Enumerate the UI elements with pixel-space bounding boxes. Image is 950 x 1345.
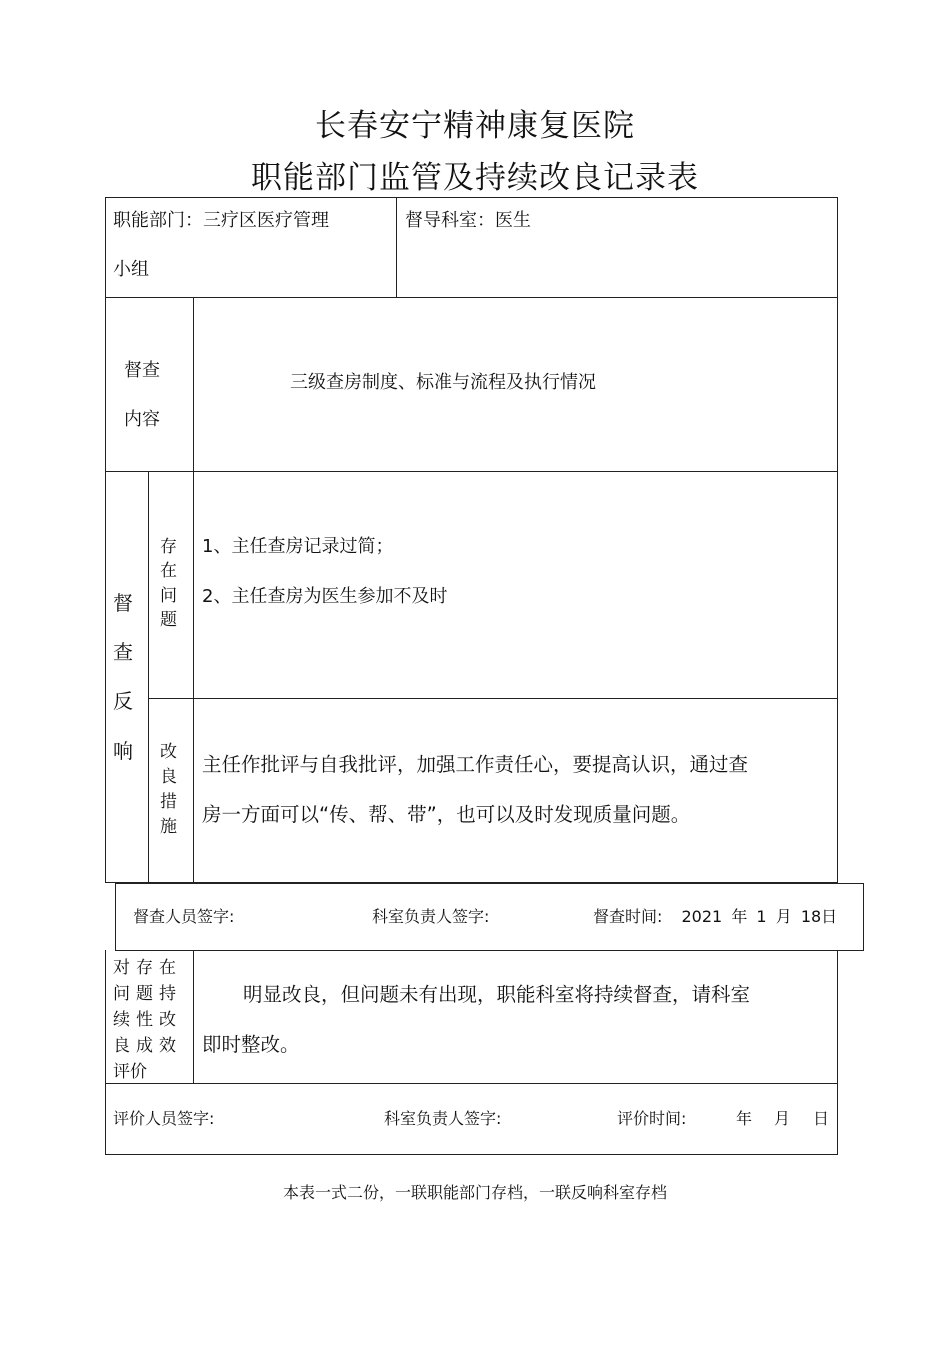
year-unit: 年 (731, 907, 748, 926)
inspection-year: 2021 (681, 907, 723, 926)
feedback-label-char: 督 (113, 591, 133, 615)
eval-year-unit: 年 (736, 1109, 753, 1128)
inspection-day: 18 (800, 907, 822, 926)
evaluation-label (113, 955, 193, 1085)
supervised-label: 督导科室： (405, 210, 495, 231)
inspection-time-field (593, 909, 837, 925)
measures-label-char: 改 (160, 742, 177, 762)
content-label-1: 督查 (124, 360, 160, 381)
footer-note: 本表一式二份，一联职能部门存档，一联反响科室存档 (282, 1183, 667, 1202)
document-title: 长春安宁精神康复医院 (315, 108, 635, 144)
evaluator-sign-label: 评价人员签字: (113, 1109, 215, 1128)
evaluation-label-line: 良成效 (113, 1036, 182, 1056)
evaluation-text-1: 明显改良，但问题未有出现，职能科室将持续督查，请科室 (243, 983, 751, 1006)
measures-label-char: 施 (160, 817, 177, 837)
problems-label-char: 在 (160, 561, 177, 581)
evaluation-label-line: 评价 (113, 1062, 147, 1082)
problems-label-char: 存 (160, 537, 177, 557)
content-label-2: 内容 (124, 409, 160, 430)
dept-label: 职能部门： (113, 210, 203, 231)
dept-head-sign-label: 科室负责人签字: (372, 907, 490, 926)
feedback-label-char: 反 (113, 689, 133, 713)
form-title: 职能部门监管及持续改良记录表 (251, 160, 699, 196)
evaluation-label-line: 问题持 (113, 984, 182, 1004)
eval-dept-head-sign-label: 科室负责人签字: (384, 1109, 502, 1128)
content-value: 三级查房制度、标准与流程及执行情况 (290, 372, 596, 393)
measures-label-char: 良 (160, 767, 177, 787)
problems-label-char: 题 (160, 610, 177, 630)
evaluation-time-label: 评价时间: (617, 1109, 687, 1128)
day-unit: 日 (821, 907, 838, 926)
inspection-time-label: 督查时间: (593, 907, 663, 926)
dept-value: 三疗区医疗管理 (203, 210, 329, 231)
supervised-field (405, 212, 531, 230)
dept-value-continued: 小组 (113, 259, 149, 280)
feedback-label-char: 响 (113, 739, 133, 763)
supervised-value: 医生 (495, 210, 531, 231)
measures-label-char: 措 (160, 792, 177, 812)
eval-day-unit: 日 (813, 1109, 830, 1128)
measures-text-1: 主任作批评与自我批评，加强工作责任心，要提高认识，通过查 (202, 753, 749, 776)
eval-month-unit: 月 (774, 1109, 791, 1128)
evaluation-label-line: 对存在 (113, 958, 182, 978)
month-unit: 月 (775, 907, 792, 926)
feedback-label-char: 查 (113, 640, 133, 664)
dept-field (113, 212, 329, 230)
measures-text-2: 房一方面可以“传、帮、带”，也可以及时发现质量问题。 (202, 803, 691, 826)
inspector-sign-label: 督查人员签字: (133, 907, 235, 926)
evaluation-text-2: 即时整改。 (202, 1033, 300, 1056)
problems-label-char: 问 (160, 586, 177, 606)
problem-item-2: 2、主任查房为医生参加不及时 (202, 586, 448, 607)
inspection-month: 1 (756, 907, 767, 926)
evaluation-label-line: 续性改 (113, 1010, 182, 1030)
problem-item-1: 1、主任查房记录过简； (202, 536, 394, 557)
